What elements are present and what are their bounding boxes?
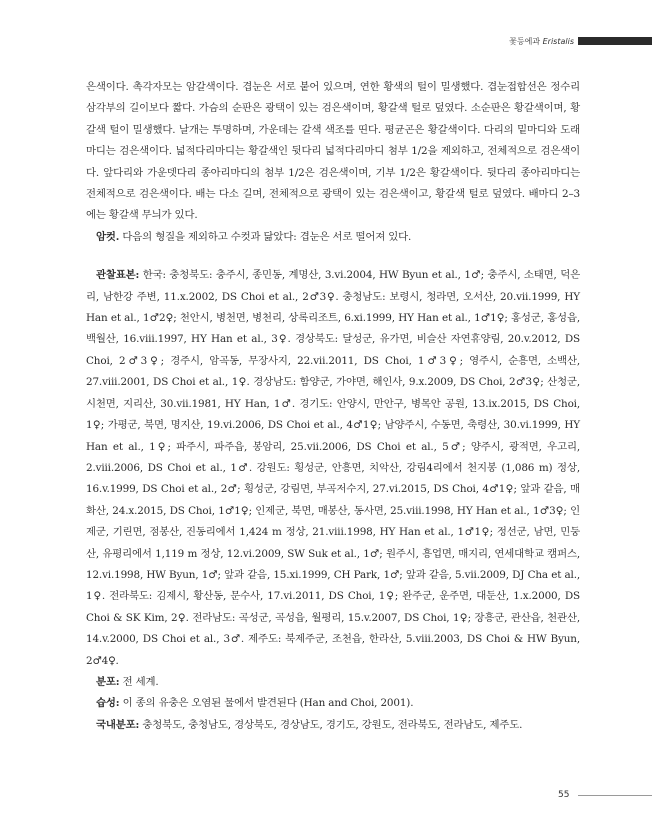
running-title xyxy=(509,36,574,47)
description-paragraph: 은색이다. 촉각자모는 암갈색이다. 겹눈은 서로 붙어 있으며, 연한 황색의 털이 밀생했다. 겹눈접합선은 정수리삼각부의 길이보다 짧다. 가슴의 순판은 광택이 있는 검은색이며, 황갈색 털로 덮였다. 소순판은 황갈색이며, 황갈색 털이 밀생했다. 날개는 투명하며, 가운데는 갈색 색조를 띤다. 평균곤은 황갈색이다. 다리의 밑마디와 도래마디는 검은색이다. 넓적다리마디는 황갈색인 뒷다리 넓적다리마디 첨부 1/2을 제외하고, 전체적으로 검은색이다. 앞다리와 가운뎃다리 종아리마디의 첨부 1/2은 검은색이며, 기부 1/2은 황갈색이다. 뒷다리 종아리마디는 전체적으로 검은색이다. 배는 다소 길며, 전체적으로 광택이 있는 검은색이고, 황갈색 털로 덮였다. 배마디 2–3에는 황갈색 무늬가 있다. xyxy=(86,81,580,222)
page-number: 55 xyxy=(558,790,570,800)
footer-rule xyxy=(578,795,652,796)
habitat-label: 습성: xyxy=(96,697,120,710)
habitat-paragraph xyxy=(86,693,580,714)
female-label: 암컷. xyxy=(96,230,120,243)
distribution-text: 전 세계. xyxy=(119,675,159,688)
distribution-paragraph xyxy=(86,672,580,693)
distribution-label: 분포: xyxy=(96,675,120,688)
specimens-label: 관찰표본: xyxy=(96,269,140,282)
female-text: 다음의 형질을 제외하고 수컷과 닮았다: 겹눈은 서로 떨어져 있다. xyxy=(119,230,412,243)
running-head xyxy=(509,35,652,47)
specimens-paragraph xyxy=(86,265,580,672)
domestic-distribution-paragraph xyxy=(86,715,580,736)
domestic-distribution-label: 국내분포: xyxy=(96,718,140,731)
female-paragraph xyxy=(86,227,580,248)
running-title-latin: Eristalis xyxy=(542,36,574,46)
domestic-distribution-text: 충청북도, 충청남도, 경상북도, 경상남도, 경기도, 강원도, 전라북도, 전라남도, 제주도. xyxy=(139,718,523,731)
specimens-text: 한국: 충청북도: 충주시, 종민동, 계명산, 3.vi.2004, HW Byun et al., 1♂; 충주시, 소태면, 덕은리, 남한강 주변, 11.x.2002, DS Choi et al., 2♂3♀. 충청남도: 보령시, 청라면, 오서산, 20.vii.1999, HY Han et al., 1♂2♀; 천안시, 병천면, 병천리, 상록리조트, 6.xi.1999, HY Han et al., 1♂1♀; 홍성군, 홍성읍, 백월산, 16.viii.1997, HY Han et al., 3♀. 경상북도: 달성군, 유가면, 비슬산 자연휴양림, 20.v.2012, DS Choi, 2♂3♀; 경주시, 암곡동, 무장사지, 22.vii.2011, DS Choi, 1♂3♀; 영주시, 순흥면, 소백산, 27.viii.2001, DS Choi et al., 1♀. 경상남도: 함양군, 가야면, 해인사, 9.x.2009, DS Choi, 2♂3♀; 산청군, 시천면, 지리산, 30.vii.1981, HY Han, 1♂. 경기도: 안양시, 만안구, 병목안 공원, 13.ix.2015, DS Choi, 1♀; 가평군, 북면, 명지산, 19.vi.2006, DS Choi et al., 4♂1♀; 남양주시, 수동면, 축령산, 30.vi.1999, HY Han et al., 1♀; 파주시, 파주읍, 봉암리, 25.vii.2006, DS Choi et al., 5♂; 양주시, 광적면, 우고리, 2.viii.2006, DS Choi et al., 1♂. 강원도: 횡성군, 안흥면, 치악산, 강림4리에서 천지봉 (1,086 m) 정상, 16.v.1999, DS Choi et al., 2♂; 횡성군, 강림면, 부곡저수지, 27.vi.2015, DS Choi, 4♂1♀; 앞과 같음, 매화산, 24.x.2015, DS Choi, 1♂1♀; 인제군, 북면, 매봉산, 동사면, 25.viii.1998, HY Han et al., 1♂3♀; 인제군, 기린면, 점봉산, 진동리에서 1,424 m 정상, 21.viii.1998, HY Han et al., 1♂1♀; 정선군, 남면, 민둥산, 유평리에서 1,119 m 정상, 12.vi.2009, SW Suk et al., 1♂; 원주시, 흥업면, 매지리, 연세대학교 캠퍼스, 12.vi.1998, HW Byun, 1♂; 앞과 같음, 15.xi.1999, CH Park, 1♂; 앞과 같음, 5.vii.2009, DJ Cha et al., 1♀. 전라북도: 김제시, 황산동, 문수사, 17.vi.2011, DS Choi, 1♀; 완주군, 운주면, 대둔산, 1.x.2000, DS Choi & SK Kim, 2♀. 전라남도: 곡성군, 곡성읍, 월평리, 15.v.2007, DS Choi, 1♀; 장흥군, 관산읍, 천관산, 14.v.2000, DS Choi et al., 3♂. 제주도: 북제주군, 조천읍, 한라산, 5.viii.2003, DS Choi & HW Byun, 2♂4♀. xyxy=(86,269,580,667)
running-title-korean: 꽃등에과 xyxy=(509,36,543,46)
page-footer xyxy=(558,790,652,804)
main-text xyxy=(86,77,580,736)
header-bar xyxy=(578,37,652,45)
habitat-text: 이 종의 유충은 오염된 물에서 발견된다 (Han and Choi, 2001). xyxy=(119,697,414,710)
